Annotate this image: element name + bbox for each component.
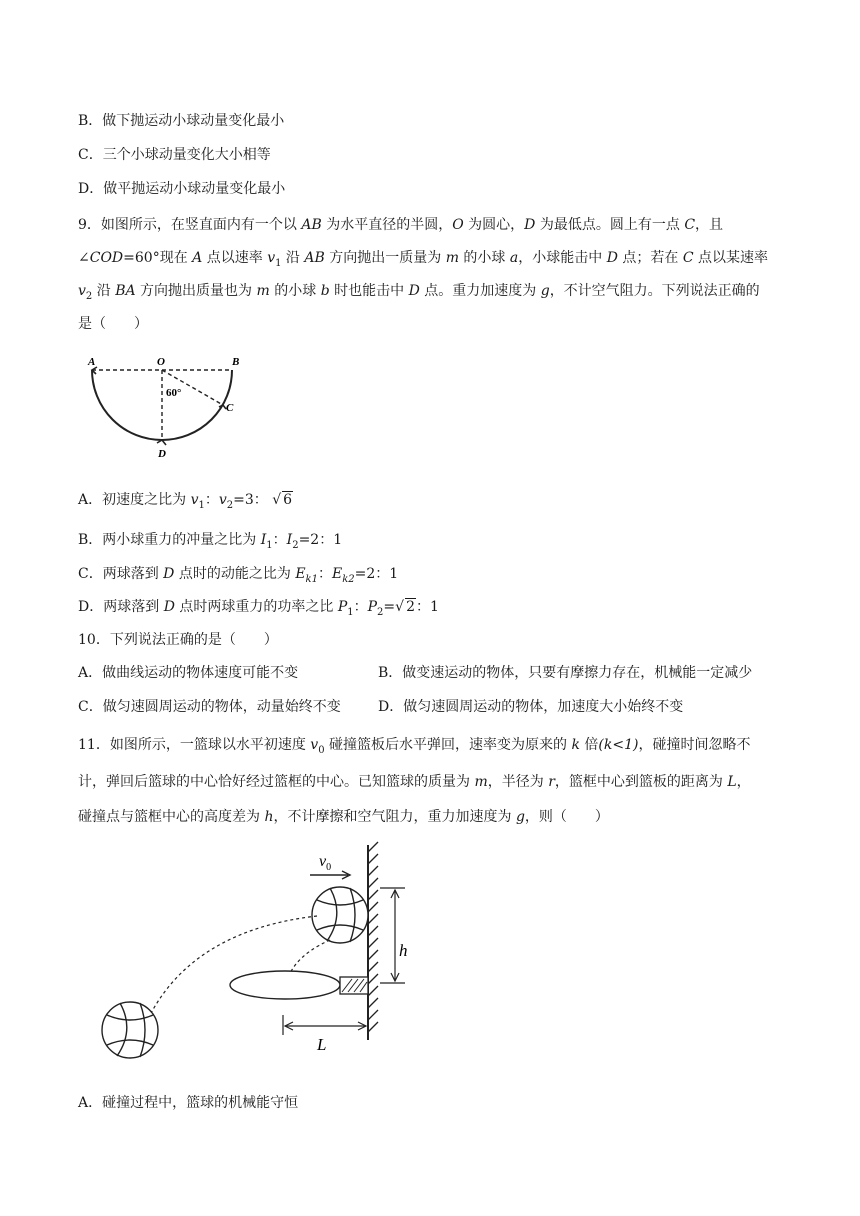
q8-option-c: C．三个小球动量变化大小相等 [78,147,271,163]
label-b: B [232,356,240,368]
hoop-rim [230,971,340,999]
h-label: h [399,941,408,960]
label-o: O [157,356,165,368]
v0-label: $v_0$ [319,853,332,873]
q9-stem-line-1: 9．如图所示，在竖直面内有一个以 AB 为水平直径的半圆，O 为圆心，D 为最低点。圆上有一点 C，且 [78,217,724,233]
q10-option-c: C．做匀速圆周运动的物体，动量始终不变 [78,699,341,715]
q9-stem-line-4: 是（ ） [78,316,148,332]
q9-option-c: C．两球落到 D 点时的动能之比为 $E_{k1}$：$E_{k2}=2$：1 [78,566,399,585]
q10-option-b: B．做变速运动的物体，只要有摩擦力存在，机械能一定减少 [378,665,753,681]
q9-stem-line-2: ∠COD=60°现在 A 点以速率 $v_1$ 沿 AB 方向抛出一质量为 m 的小球 a，小球能击中 D 点；若在 C 点以某速率 [78,250,769,269]
basketball-bottom [102,1002,158,1058]
q9-option-b: B．两小球重力的冲量之比为 $I_1$：$I_2=2$：1 [78,532,343,551]
angle-label: 60° [166,387,182,399]
q9-option-a: A．初速度之比为 $v_1$：$v_2=3$： √ 6 [78,492,293,511]
q11-stem-line-1: 11．如图所示，一篮球以水平初速度 $v_0$ 碰撞篮板后水平弹回，速率变为原来的 k 倍(k<1)，碰撞时间忽略不 [78,737,751,756]
q8-option-d: D．做平抛运动小球动量变化最小 [78,181,286,197]
bounce-path-long [150,916,317,1015]
q9-semicircle-figure [80,350,260,462]
q10-option-d: D．做匀速圆周运动的物体，加速度大小始终不变 [378,699,684,715]
q9-stem-line-3: $v_2$ 沿 BA 方向抛出质量也为 m 的小球 b 时也能击中 D 点。重力加速度为 g，不计空气阻力。下列说法正确的 [78,283,760,302]
label-d: D [158,448,166,460]
q11-basketball-figure [95,840,435,1065]
basketball-top [312,887,368,943]
q9-option-d: D．两球落到 D 点时两球重力的功率之比 $P_1$：$P_2=√$ 2：1 [78,599,439,618]
backboard-hatching [368,842,378,1032]
label-a: A [88,356,96,368]
label-c: C [226,402,234,414]
q10-stem: 10．下列说法正确的是（ ） [78,632,278,648]
q11-option-a: A．碰撞过程中，篮球的机械能守恒 [78,1095,299,1111]
q11-stem-line-3: 碰撞点与篮框中心的高度差为 h，不计摩擦和空气阻力，重力加速度为 g，则（ ） [78,809,609,825]
q10-option-a: A．做曲线运动的物体速度可能不变 [78,665,299,681]
q11-stem-line-2: 计，弹回后篮球的中心恰好经过篮框的中心。已知篮球的质量为 m，半径为 r，篮框中心到篮板的距离为 L， [78,774,751,790]
l-label: L [317,1035,327,1054]
q8-option-b: B．做下抛运动小球动量变化最小 [78,113,285,129]
